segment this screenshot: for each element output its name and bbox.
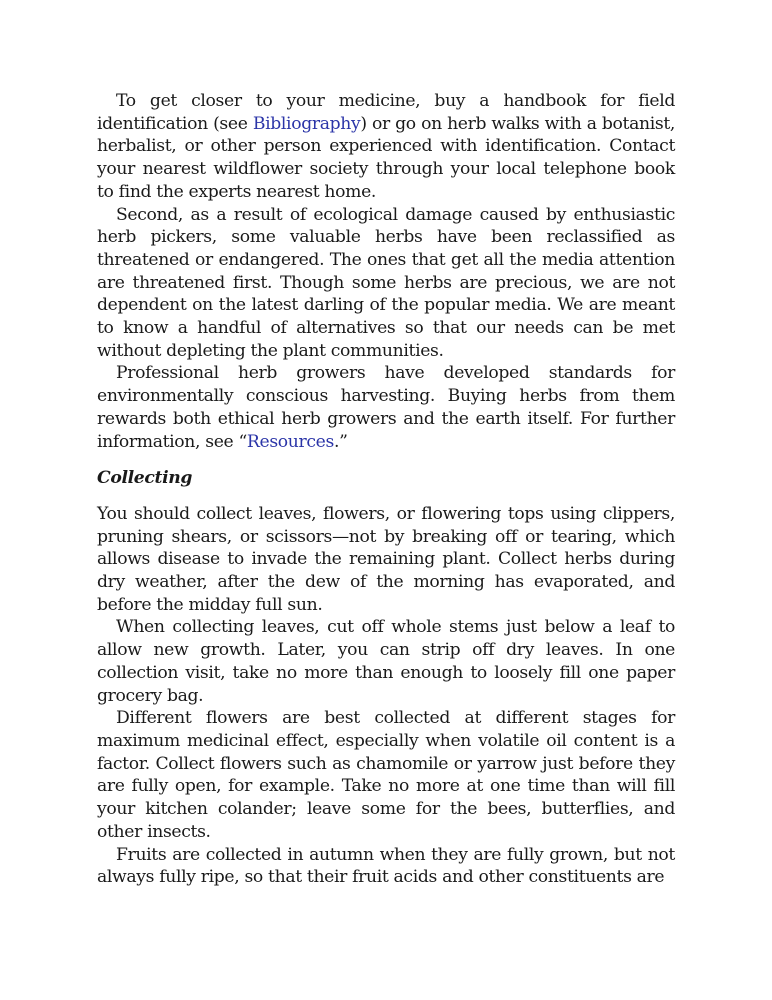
paragraph-text: To get closer to your medicine, buy a handbook for field identification (see bbox=[97, 91, 675, 134]
paragraph-collecting-leaves: When collecting leaves, cut off whole stems just below a leaf to allow new growth. Later, you can strip off dry leaves. In one collection visit, take no more than enough to loosely fill one paper grocery bag. bbox=[97, 617, 675, 706]
resources-link[interactable]: Resources bbox=[246, 431, 334, 452]
paragraph-collecting-flowers: Different flowers are best collected at different stages for maximum medicinal effect, especially when volatile oil content is a factor. Collect flowers such as chamomile or yarrow just before they are fully open, for example. Take no more at one time than will fill your kitchen colander; leave some for the bees, butterflies, and other insects. bbox=[97, 708, 675, 842]
paragraph-field-identification bbox=[97, 90, 675, 204]
section-heading-collecting: Collecting bbox=[97, 468, 193, 489]
paragraph-text: .” bbox=[333, 431, 348, 452]
paragraph-herb-growers bbox=[97, 362, 675, 453]
paragraph-collecting-tools: You should collect leaves, flowers, or flowering tops using clippers, pruning shears, or scissors—not by breaking off or tearing, which allows disease to invade the remaining plant. Collect herbs during dry weather, after the dew of the morning has evaporated, and before the midday full sun. bbox=[97, 503, 675, 615]
paragraph-text: ) or go on herb walks with a botanist, herbalist, or other person experienced with identification. Contact your nearest wildflower society through your local telephone book to find the experts nearest home. bbox=[97, 113, 675, 202]
paragraph-text: Professional herb growers have developed standards for environmentally conscious harvesting. Buying herbs from them rewards both ethical herb growers and the earth itself. For further information, see “ bbox=[97, 363, 675, 452]
page-body bbox=[97, 90, 675, 889]
paragraph-collecting-fruits: Fruits are collected in autumn when they are fully grown, but not always fully ripe, so that their fruit acids and other constituents are bbox=[97, 844, 675, 888]
paragraph-ecological-damage: Second, as a result of ecological damage caused by enthusiastic herb pickers, some valuable herbs have been reclassified as threatened or endangered. The ones that get all the media attention are threatened first. Though some herbs are precious, we are not dependent on the latest darling of the popular media. We are meant to know a handful of alternatives so that our needs can be met without depleting the plant communities. bbox=[97, 204, 675, 361]
bibliography-link[interactable]: Bibliography bbox=[252, 113, 361, 134]
